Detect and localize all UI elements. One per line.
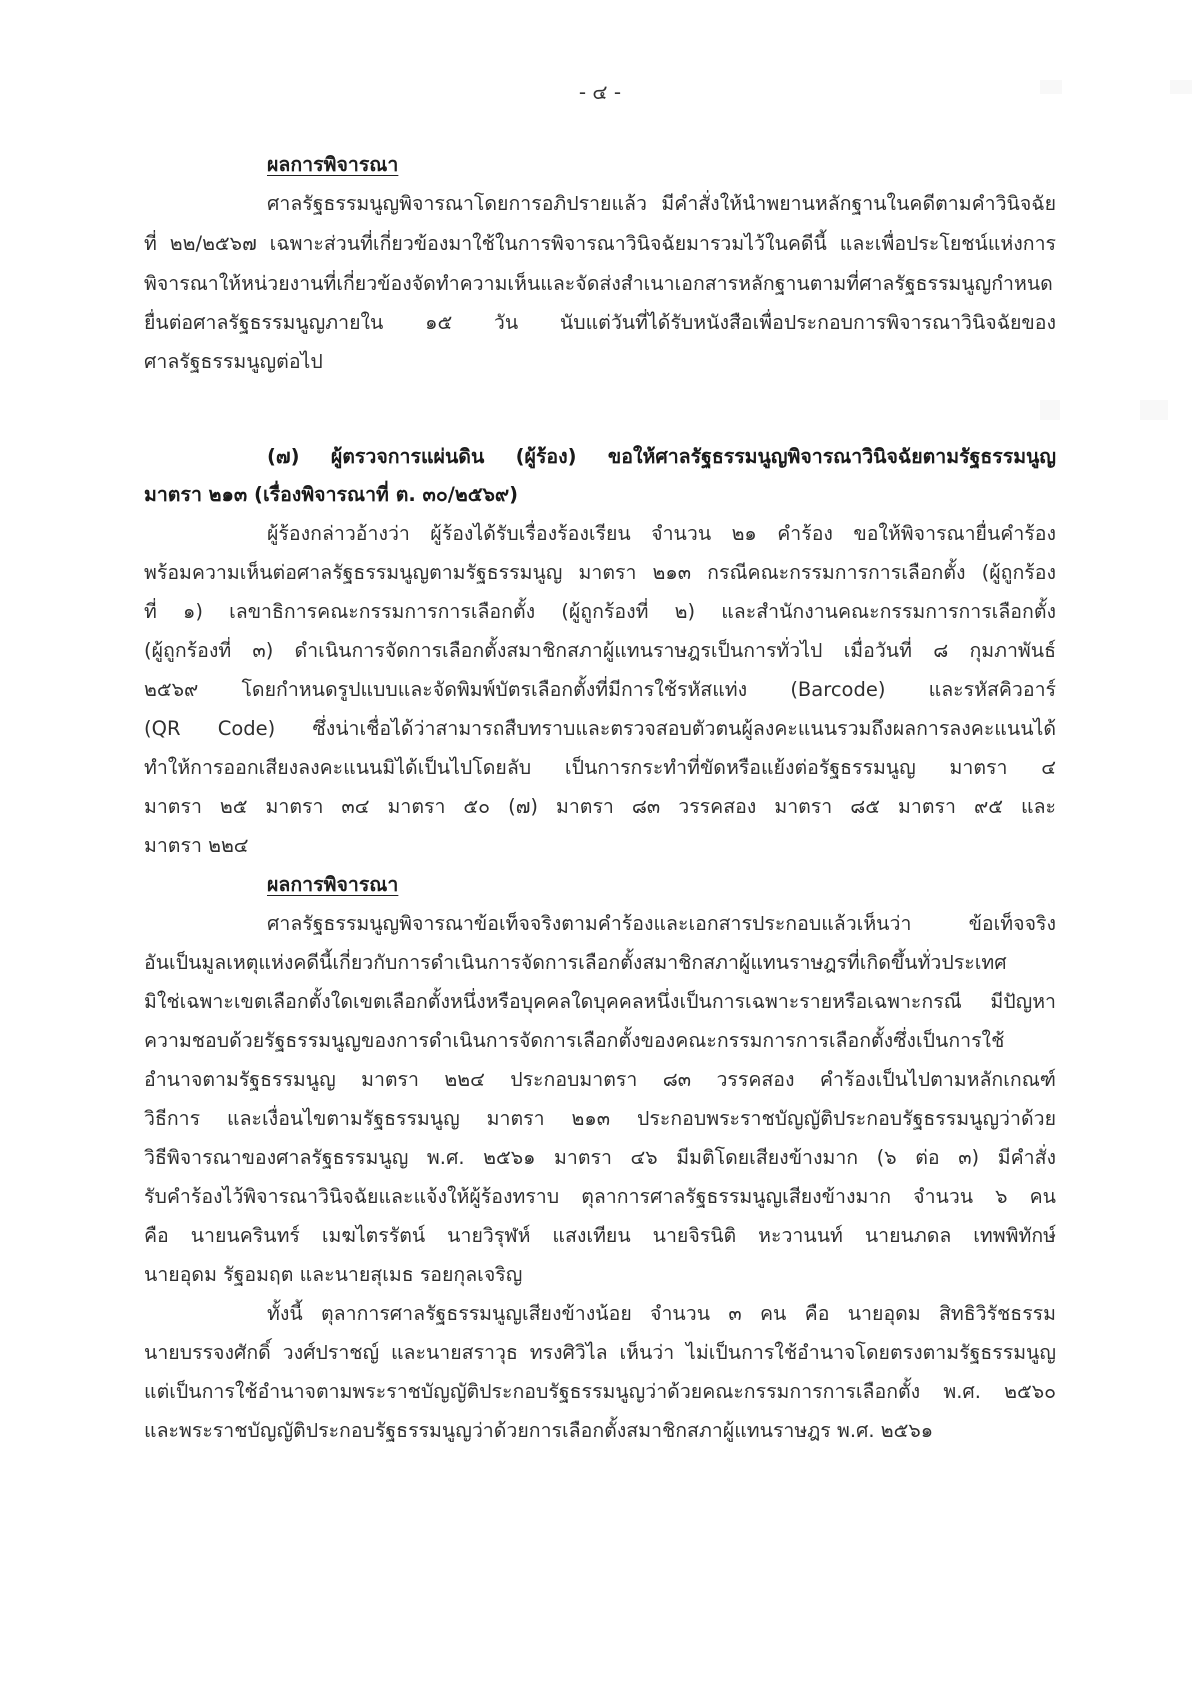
paragraph-line: วิธีพิจารณาของศาลรัฐธรรมนูญ พ.ศ. ๒๕๖๑ มาตรา ๔๖ มีมติโดยเสียงข้างมาก (๖ ต่อ ๓) มีคำสั่ง (144, 1146, 1056, 1169)
paragraph-line: ความชอบด้วยรัฐธรรมนูญของการดำเนินการจัดการเลือกตั้งของคณะกรรมการการเลือกตั้งซึ่งเป็นการใช้ (144, 1029, 1005, 1052)
paragraph-line: ศาลรัฐธรรมนูญพิจารณาโดยการอภิปรายแล้ว มีคำสั่งให้นำพยานหลักฐานในคดีตามคำวินิจฉัย (267, 192, 1056, 215)
paragraph-line: นายอุดม รัฐอมฤต และนายสุเมธ รอยกุลเจริญ (144, 1263, 523, 1286)
paragraph-line: แต่เป็นการใช้อำนาจตามพระราชบัญญัติประกอบรัฐธรรมนูญว่าด้วยคณะกรรมการการเลือกตั้ง พ.ศ. ๒๕๖๐ (144, 1380, 1056, 1403)
paragraph-line: (ผู้ถูกร้องที่ ๓) ดำเนินการจัดการเลือกตั้งสมาชิกสภาผู้แทนราษฎรเป็นการทั่วไป เมื่อวันที่ ๘ กุมภาพันธ์ (144, 639, 1056, 662)
page-number: - ๔ - (578, 80, 622, 104)
paragraph-line: ๒๕๖๙ โดยกำหนดรูปแบบและจัดพิมพ์บัตรเลือกตั้งที่มีการใช้รหัสแท่ง (Barcode) และรหัสคิวอาร์ (144, 678, 1056, 701)
paragraph-line: ศาลรัฐธรรมนูญพิจารณาข้อเท็จจริงตามคำร้องและเอกสารประกอบแล้วเห็นว่า ข้อเท็จจริง (267, 912, 1056, 935)
paragraph-line: ทั้งนี้ ตุลาการศาลรัฐธรรมนูญเสียงข้างน้อย จำนวน ๓ คน คือ นายอุดม สิทธิวิรัชธรรม (267, 1302, 1056, 1325)
paragraph-line: มาตรา ๒๒๔ (144, 834, 249, 857)
section-heading-result: ผลการพิจารณา (267, 873, 399, 896)
case-title: มาตรา ๒๑๓ (เรื่องพิจารณาที่ ต. ๓๐/๒๕๖๙) (144, 483, 519, 506)
paragraph-line: ทำให้การออกเสียงลงคะแนนมิได้เป็นไปโดยลับ เป็นการกระทำที่ขัดหรือแย้งต่อรัฐธรรมนูญ มาตรา ๔ (144, 756, 1056, 779)
paragraph-line: นายบรรจงศักดิ์ วงศ์ปราชญ์ และนายสราวุธ ทรงศิวิไล เห็นว่า ไม่เป็นการใช้อำนาจโดยตรงตามรัฐธรรมนูญ (144, 1341, 1056, 1364)
paragraph-line: มิใช่เฉพาะเขตเลือกตั้งใดเขตเลือกตั้งหนึ่งหรือบุคคลใดบุคคลหนึ่งเป็นการเฉพาะรายหรือเฉพาะกรณี มีปัญหา (144, 990, 1056, 1013)
paragraph-line: ผู้ร้องกล่าวอ้างว่า ผู้ร้องได้รับเรื่องร้องเรียน จำนวน ๒๑ คำร้อง ขอให้พิจารณายื่นคำร้อง (267, 522, 1056, 545)
case-title: (๗) ผู้ตรวจการแผ่นดิน (ผู้ร้อง) ขอให้ศาลรัฐธรรมนูญพิจารณาวินิจฉัยตามรัฐธรรมนูญ (267, 445, 1056, 468)
paragraph-line: พิจารณาให้หน่วยงานที่เกี่ยวข้องจัดทำความเห็นและจัดส่งสำเนาเอกสารหลักฐานตามที่ศาลรัฐธรรมนูญกำหนด (144, 272, 1053, 295)
paragraph-line: ศาลรัฐธรรมนูญต่อไป (144, 350, 323, 373)
scan-artifact (1140, 400, 1168, 420)
paragraph-line: และพระราชบัญญัติประกอบรัฐธรรมนูญว่าด้วยการเลือกตั้งสมาชิกสภาผู้แทนราษฎร พ.ศ. ๒๕๖๑ (144, 1419, 934, 1442)
section-heading-result: ผลการพิจารณา (267, 153, 399, 176)
paragraph-line: (QR Code) ซึ่งน่าเชื่อได้ว่าสามารถสืบทราบและตรวจสอบตัวตนผู้ลงคะแนนรวมถึงผลการลงคะแนนได้ (144, 717, 1056, 740)
paragraph-line: รับคำร้องไว้พิจารณาวินิจฉัยและแจ้งให้ผู้ร้องทราบ ตุลาการศาลรัฐธรรมนูญเสียงข้างมาก จำนวน ๖ คน (144, 1185, 1056, 1208)
scan-artifact (1040, 400, 1060, 420)
paragraph-line: อันเป็นมูลเหตุแห่งคดีนี้เกี่ยวกับการดำเนินการจัดการเลือกตั้งสมาชิกสภาผู้แทนราษฎรที่เกิดขึ้นทั่วประเทศ (144, 951, 1007, 974)
paragraph-line: อำนาจตามรัฐธรรมนูญ มาตรา ๒๒๔ ประกอบมาตรา ๘๓ วรรคสอง คำร้องเป็นไปตามหลักเกณฑ์ (144, 1068, 1056, 1091)
paragraph-line: พร้อมความเห็นต่อศาลรัฐธรรมนูญตามรัฐธรรมนูญ มาตรา ๒๑๓ กรณีคณะกรรมการการเลือกตั้ง (ผู้ถูกร้อง (144, 561, 1056, 584)
paragraph-line: มาตรา ๒๕ มาตรา ๓๔ มาตรา ๕๐ (๗) มาตรา ๘๓ วรรคสอง มาตรา ๘๕ มาตรา ๙๕ และ (144, 795, 1056, 818)
paragraph-line: ยื่นต่อศาลรัฐธรรมนูญภายใน ๑๕ วัน นับแต่วันที่ได้รับหนังสือเพื่อประกอบการพิจารณาวินิจฉัยของ (144, 311, 1056, 334)
paragraph-line: วิธีการ และเงื่อนไขตามรัฐธรรมนูญ มาตรา ๒๑๓ ประกอบพระราชบัญญัติประกอบรัฐธรรมนูญว่าด้วย (144, 1107, 1056, 1130)
paragraph-line: คือ นายนครินทร์ เมฆไตรรัตน์ นายวิรุฬห์ แสงเทียน นายจิรนิติ หะวานนท์ นายนภดล เทพพิทักษ์ (144, 1224, 1056, 1247)
paragraph-line: ที่ ๒๒/๒๕๖๗ เฉพาะส่วนที่เกี่ยวข้องมาใช้ในการพิจารณาวินิจฉัยมารวมไว้ในคดีนี้ และเพื่อประโยชน์แห่งการ (144, 232, 1056, 255)
paragraph-line: ที่ ๑) เลขาธิการคณะกรรมการการเลือกตั้ง (ผู้ถูกร้องที่ ๒) และสำนักงานคณะกรรมการการเลือกตั้ง (144, 600, 1056, 623)
